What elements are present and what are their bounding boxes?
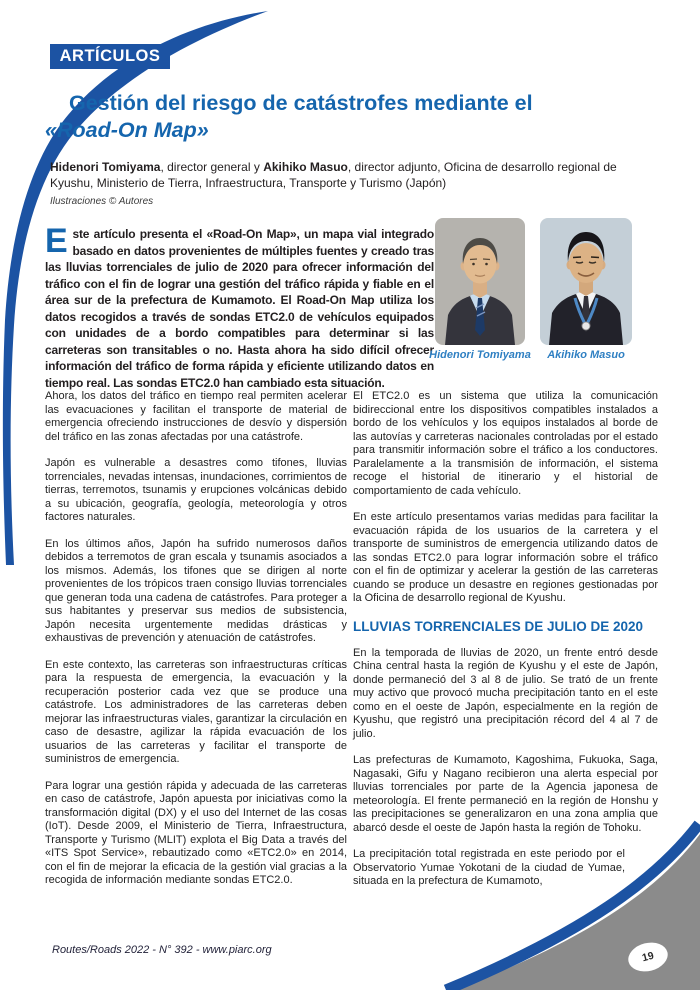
portrait-illustration — [435, 218, 525, 345]
portrait-photo-masuo — [540, 218, 632, 345]
byline-text: , director adjunto, Oficina de desarrollo regional de Kyushu, Ministerio de Tierra, Infraestructura, Transporte y Turismo (Japón) — [50, 160, 617, 190]
portrait-illustration — [540, 218, 632, 345]
body-paragraph: Las prefecturas de Kumamoto, Kagoshima, Fukuoka, Saga, Nagasaki, Gifu y Nagano recibieron una alerta especial por lluvias torrenciales por parte de la Agencia japonesa de meteorología. El frente permaneció en la región de Honshu y las precipitaciones se generalizaron en una zona amplia que abarcó desde el oeste de Japón hasta la región de Tohoku. — [353, 754, 658, 834]
body-paragraph: Ahora, los datos del tráfico en tiempo real permiten acelerar las evacuaciones y facilitan el transporte de material de emergencia ofreciendo instrucciones de desvío y dispersión del tráfico en las zonas afectadas por una catástrofe. — [45, 390, 347, 443]
journal-footer: Routes/Roads 2022 - N° 392 - www.piarc.org — [52, 944, 272, 956]
photo-caption-tomiyama: Hidenori Tomiyama — [429, 349, 531, 361]
lead-paragraph — [45, 222, 434, 391]
lead-text: ste artículo presenta el «Road-On Map», un mapa vial integrado basado en datos provenientes de múltiples fuentes y creado tras las lluvias torrenciales de julio de 2020 para ofrecer información del tráfico con el fin de lograr una gestión del tráfico rápida y fiable en el área sur de la prefectura de Kumamoto. El Road-On Map utiliza los datos recogidos a través de sondas ETC2.0 de vehículos equipados con unidades de a bordo compatibles para determinar si las carreteras son transitables o no. Hasta ahora ha sido difícil ofrecer información del tráfico de forma rápida y eficiente utilizando datos en tiempo real. Las sondas ETC2.0 han cambiado esta situación. — [45, 227, 434, 390]
body-paragraph: En este contexto, las carreteras son infraestructuras críticas para la respuesta de emergencia, la evacuación y la recuperación posterior cada vez que se produce una catástrofe. Los administradores de las carreteras deben mejorar las infraestructuras viales, garantizar la circulación en caso de desastre, agilizar la rápida evacuación de los usuarios de las carreteras y facilitar el transporte de suministros de emergencia. — [45, 658, 347, 765]
page-title — [45, 90, 605, 144]
byline-text: , director general y — [160, 160, 264, 174]
photo-caption-masuo: Akihiko Masuo — [547, 349, 625, 361]
left-column — [45, 390, 347, 901]
drop-cap: E — [45, 222, 68, 260]
illustration-credits: Ilustraciones © Autores — [50, 196, 154, 207]
body-paragraph: En la temporada de lluvias de 2020, un frente entró desde China central hasta la región de Kyushu y el este de Japón, donde permaneció del 3 al 8 de julio. Se trató de un frente muy activo que provocó mucha precipitación tanto en el este como en el oeste de Japón, especialmente en la región de Kyushu, que registró una precipitación récord del 4 al 7 de julio. — [353, 646, 658, 740]
body-paragraph: En este artículo presentamos varias medidas para facilitar la evacuación rápida de los usuarios de la carretera y el transporte de suministros de emergencia utilizando datos de las sondas ETC2.0 para lograr información sobre el tráfico con el fin de optimizar y acelerar la gestión de las carreteras cuando se produce un desastre en regiones gestionadas por la Oficina de desarrollo regional de Kyushu. — [353, 511, 658, 604]
section-heading: LLUVIAS TORRENCIALES DE JULIO DE 2020 — [353, 618, 644, 634]
body-paragraph: Japón es vulnerable a desastres como tifones, lluvias torrenciales, nevadas intensas, inundaciones, corrimientos de tierras, terremotos, tsunamis y erupciones volcánicas debido a su ubicación, geografía, geología, meteorología y otros factores naturales. — [45, 457, 347, 523]
body-paragraph: La precipitación total registrada en este periodo por el Observatorio Yumae Yokotani de la ciudad de Yumae, situada en la prefectura de Kumamoto, — [353, 848, 625, 887]
author-name-2: Akihiko Masuo — [263, 160, 348, 174]
body-paragraph: En los últimos años, Japón ha sufrido numerosos daños debidos a terremotos de gran escala y tsunamis asociados a los mismos. Además, los tifones que se dirigen al norte provenientes de los trópicos traen consigo lluvias torrenciales que generan toda una cadena de catástrofes. Para proteger a sus habitantes y preservar sus medios de subsistencia, Japón necesita urgentemente medidas drásticas y exhaustivas de prevención y atenuación de catástrofes. — [45, 537, 347, 644]
title-line1: Gestión del riesgo de catástrofes mediante el — [69, 91, 533, 115]
body-paragraph: Para lograr una gestión rápida y adecuada de las carreteras en caso de catástrofe, Japón apuesta por iniciativas como la transformación digital (DX) y el uso del Internet de las cosas (IoT). Desde 2009, el Ministerio de Tierra, Infraestructura, Transporte y Turismo (MLIT) explota el Big Data a través del «ITS Spot Service», rebautizado como «ETC2.0» en 2014, con el fin de mejorar la eficacia de la gestión vial gracias a la recogida de información mediante sondas ETC2.0. — [45, 779, 347, 886]
kicker-badge: ARTÍCULOS — [50, 44, 170, 69]
byline — [50, 160, 635, 191]
body-paragraph: El ETC2.0 es un sistema que utiliza la comunicación bidireccional entre los dispositivos compatibles instalados a bordo de los vehículos y los equipos instalados al borde de las autovías y carreteras nacionales controladas por el estado para transmitir información sobre el tráfico a los conductores. Paralelamente a la transmisión de información, el sistema recoge el historial de itinerario y el historial de comportamiento de cada vehículo. — [353, 390, 658, 497]
author-name-1: Hidenori Tomiyama — [50, 160, 161, 174]
page-number-badge: 19 — [625, 939, 671, 976]
title-line2: «Road-On Map» — [45, 118, 209, 142]
portrait-photo-tomiyama — [435, 218, 525, 345]
